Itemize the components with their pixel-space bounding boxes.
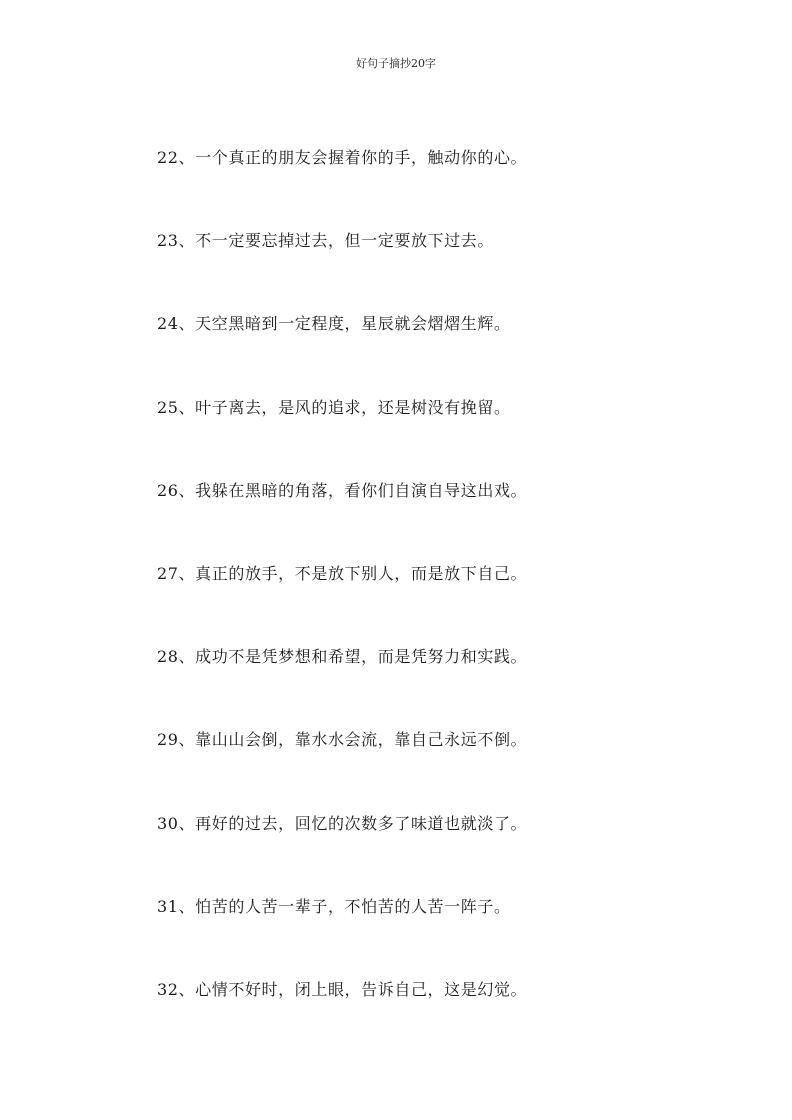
quote-line: 30、再好的过去，回忆的次数多了味道也就淡了。 xyxy=(157,813,528,833)
quote-line: 22、一个真正的朋友会握着你的手，触动你的心。 xyxy=(157,148,528,167)
quote-line: 24、天空黑暗到一定程度，星辰就会熠熠生辉。 xyxy=(157,314,511,334)
quote-line: 31、怕苦的人苦一辈子，不怕苦的人苦一阵子。 xyxy=(157,896,511,916)
quote-line: 27、真正的放手，不是放下别人，而是放下自己。 xyxy=(157,563,528,583)
page-header: 好句子摘抄20字 xyxy=(356,57,436,70)
quote-line: 29、靠山山会倒，靠水水会流，靠自己永远不倒。 xyxy=(157,730,528,750)
quote-list xyxy=(157,143,717,1058)
quote-line: 25、叶子离去，是风的追求，还是树没有挽留。 xyxy=(157,397,511,417)
quote-line: 23、不一定要忘掉过去，但一定要放下过去。 xyxy=(157,231,494,251)
quote-line: 32、心情不好时，闭上眼，告诉自己，这是幻觉。 xyxy=(157,979,528,999)
quote-line: 28、成功不是凭梦想和希望，而是凭努力和实践。 xyxy=(157,647,528,667)
quote-line: 26、我躲在黑暗的角落，看你们自演自导这出戏。 xyxy=(157,480,528,500)
